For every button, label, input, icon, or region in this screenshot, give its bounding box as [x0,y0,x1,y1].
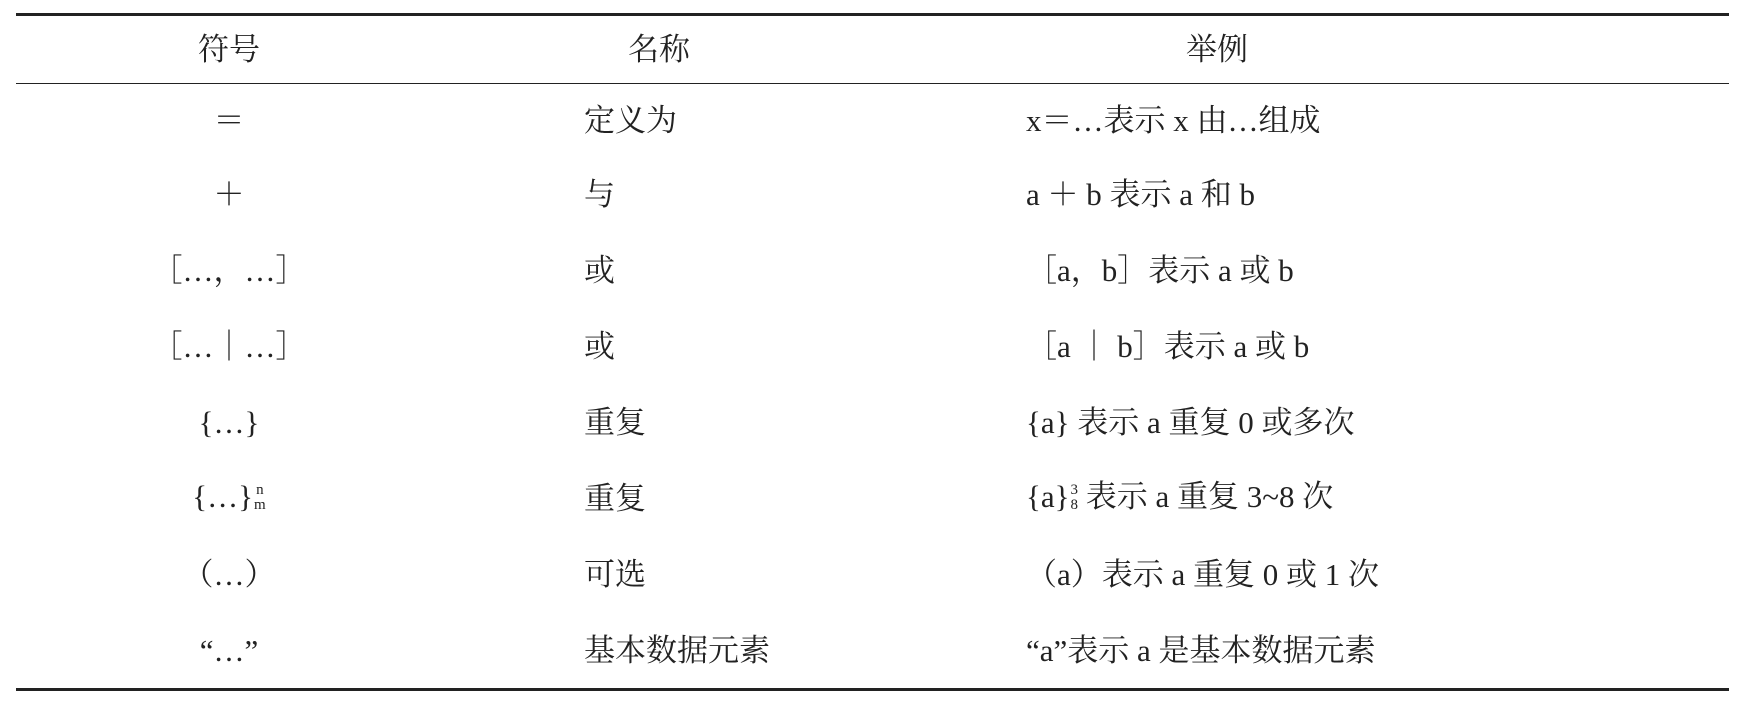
name-cell: 重复 [584,480,646,516]
header-name: 名称 [628,32,690,67]
example-cell: ［a，b］表示 a 或 b [1026,252,1294,288]
name-cell: 可选 [584,556,646,592]
name-cell: 与 [584,176,615,212]
example-text: 表示 a 重复 3~8 次 [1085,479,1334,515]
name-cell: 基本数据元素 [584,632,770,668]
example-subscript: 8 [1070,496,1079,513]
symbol-cell: ［…，…］ [151,252,307,288]
example-base: {a} [1026,479,1070,515]
table-body [16,84,1729,688]
symbol-subscript: m [254,496,266,513]
table-bottom-rule [16,688,1729,691]
table-row [16,384,1729,460]
symbol-cell: ＝ [213,102,245,138]
table-row [16,308,1729,384]
table-row [16,536,1729,612]
symbol-cell: ＋ [213,176,245,212]
table-row [16,612,1729,688]
table-row [16,460,1729,536]
example-cell: x＝…表示 x 由…组成 [1026,102,1321,138]
symbol-cell: “…” [199,632,259,668]
table-row [16,156,1729,232]
name-cell: 重复 [584,404,646,440]
name-cell: 或 [584,328,615,364]
symbol-cell [16,481,442,515]
example-cell: “a”表示 a 是基本数据元素 [1026,632,1376,668]
symbol-cell: （…） [182,556,276,592]
example-cell: {a} 表示 a 重复 0 或多次 [1026,404,1355,440]
symbol-superscript: n [256,481,264,498]
example-cell: a ＋ b 表示 a 和 b [1026,176,1256,212]
symbol-cell: ［…｜…］ [151,328,307,364]
example-cell: （a）表示 a 重复 0 或 1 次 [1026,556,1380,592]
symbol-cell: {…} [198,404,260,440]
table-row [16,84,1729,156]
name-cell: 或 [584,252,615,288]
table-row [16,232,1729,308]
header-example: 举例 [1186,32,1248,67]
symbol-base: {…} [192,479,254,515]
symbol-sup-sub [254,483,266,513]
example-sup-sub [1071,483,1079,513]
name-cell: 定义为 [584,102,677,138]
example-cell [892,481,1729,515]
notation-table [16,13,1729,691]
example-superscript: 3 [1070,481,1079,498]
table-header-row [16,16,1729,83]
header-symbol: 符号 [198,32,260,67]
example-cell: ［a ｜ b］表示 a 或 b [1026,328,1310,364]
